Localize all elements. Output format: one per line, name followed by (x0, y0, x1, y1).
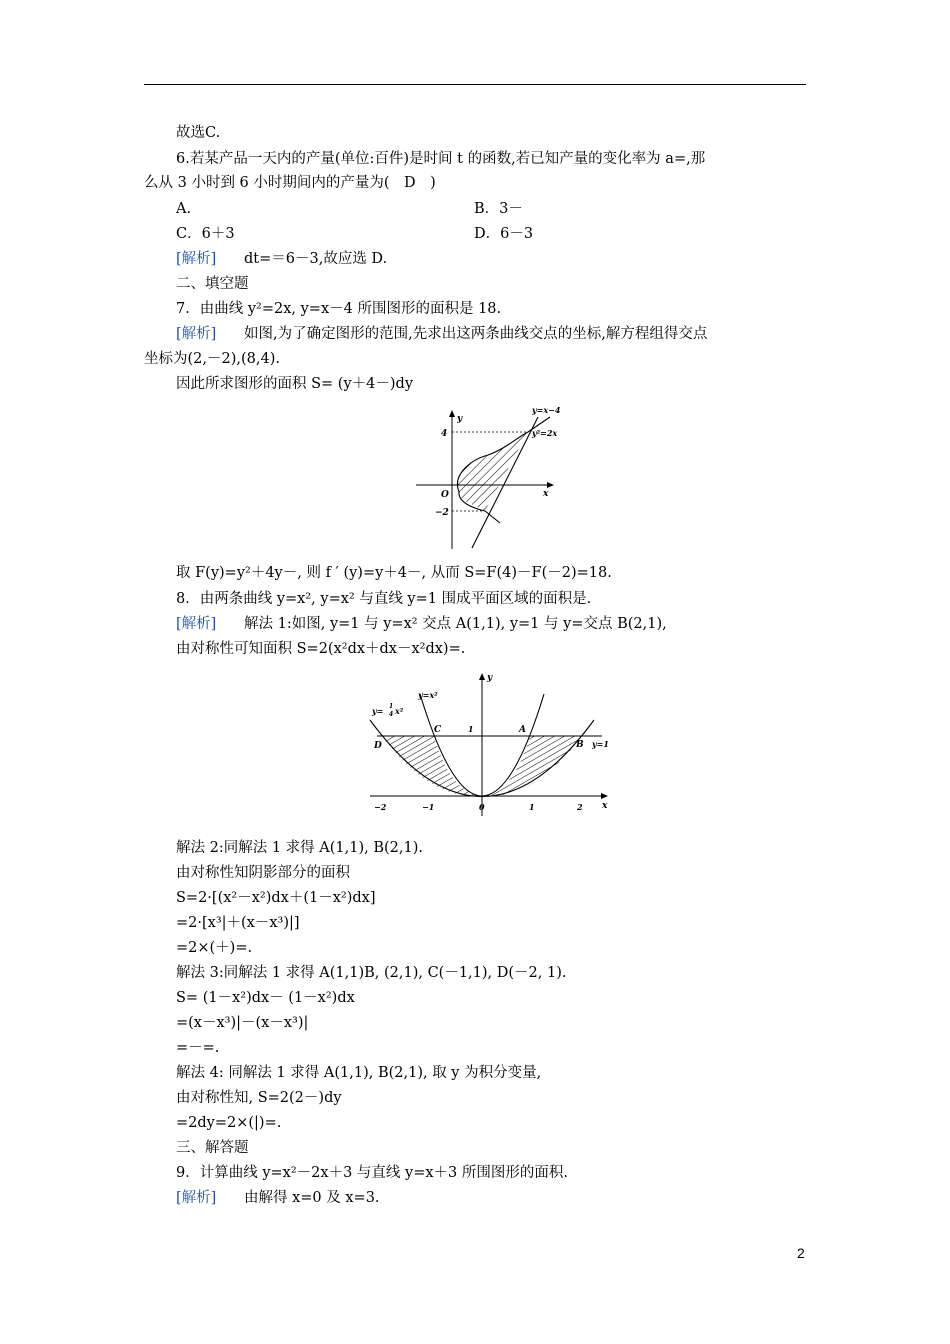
analysis-text: 坐标为(2,－2),(8,4). (144, 351, 280, 367)
analysis-text: 由对称性知阴影部分的面积 (176, 865, 350, 881)
parabola-label: y²=2x (532, 428, 558, 438)
question-9: 9．计算曲线 y=x²－2x＋3 与直线 y=x＋3 所围图形的面积. (176, 1165, 568, 1181)
analysis-tag: [解析] (176, 1190, 217, 1206)
tick-label: 1 (529, 802, 535, 812)
analysis-text: 解法 1:如图, y=1 与 y=x² 交点 A(1,1), y=1 与 y=交点 B(2,1), (244, 616, 667, 632)
question-8: 8．由两条曲线 y=x², y=x² 与直线 y=1 围成平面区域的面积是. (176, 591, 592, 607)
formula-line: S= (1－x²)dx－ (1－x²)dx (176, 990, 355, 1006)
parabola-label: y= (372, 706, 384, 716)
analysis-text: 解法 4: 同解法 1 求得 A(1,1), B(2,1), 取 y 为积分变量, (176, 1065, 542, 1081)
tick-label: −2 (374, 802, 387, 812)
formula-line: S=2·[(x²－x²)dx＋(1－x²)dx] (176, 890, 376, 906)
formula-line: =(x－x³)|－(x－x³)| (176, 1015, 309, 1031)
point-a-label: A (519, 725, 526, 735)
analysis-text: 取 F(y)=y²＋4y－, 则 f ′ (y)=y＋4－, 从而 S=F(4)－F(－2)=18. (176, 565, 612, 581)
x-axis-label: x (602, 801, 608, 811)
point-c-label: C (434, 725, 442, 735)
analysis-text: dt=＝6－3,故应选 D. (244, 251, 388, 267)
analysis-text: 解法 3:同解法 1 求得 A(1,1)B, (2,1), C(－1,1), D(－2, 1). (176, 965, 567, 981)
line-label: y=x−4 (532, 405, 561, 415)
formula-line: =－=. (176, 1040, 220, 1056)
fraction-denominator: 4 (389, 711, 394, 718)
formula-line: =2×(＋)=. (176, 940, 253, 956)
analysis-text: 解法 2:同解法 1 求得 A(1,1), B(2,1). (176, 840, 423, 856)
analysis-tag: [解析] (176, 326, 217, 342)
x-axis-label: x (543, 489, 549, 499)
fraction-numerator: 1 (389, 703, 394, 710)
option-a: A. (176, 201, 192, 217)
tick-label: 2 (577, 802, 583, 812)
tick-label: 0 (479, 802, 485, 812)
analysis-text: 由对称性知, S=2(2－)dy (176, 1090, 342, 1106)
formula-line: =2·[x³|＋(x－x³)|] (176, 915, 300, 931)
option-b: B．3－ (474, 201, 523, 217)
page-number: 2 (797, 1245, 805, 1261)
point-b-label: B (576, 740, 584, 750)
section-heading: 二、填空题 (176, 276, 249, 292)
tick-label: −1 (422, 802, 435, 812)
analysis-text: 由对称性可知面积 S=2(x²dx＋dx－x²dx)=. (176, 641, 466, 657)
line-label: y=1 (592, 739, 609, 749)
section-heading: 三、解答题 (176, 1140, 249, 1156)
option-c: C．6＋3 (176, 226, 235, 242)
header-rule (144, 84, 806, 85)
point-d-label: D (374, 741, 382, 751)
analysis-text: 由解得 x=0 及 x=3. (244, 1190, 380, 1206)
question-6-line-2: 么从 3 小时到 6 小时期间内的产量为( D ) (144, 175, 436, 191)
text-line: 故选C. (176, 125, 221, 141)
y-axis-label: y (487, 673, 493, 683)
parabola-label: x² (395, 706, 404, 716)
figure-1 (410, 405, 570, 555)
option-d: D．6－3 (474, 226, 534, 242)
analysis-tag: [解析] (176, 616, 217, 632)
question-7: 7．由曲线 y²=2x, y=x－4 所围图形的面积是 18. (176, 301, 502, 317)
figure-2 (362, 668, 618, 820)
tick-4: 4 (441, 429, 448, 439)
analysis-text: 如图,为了确定图形的范围,先求出这两条曲线交点的坐标,解方程组得交点 (244, 326, 708, 342)
analysis-text: 因此所求图形的面积 S= (y＋4－)dy (176, 376, 414, 392)
parabola-label: y=x² (418, 690, 438, 700)
formula-line: =2dy=2×(|)=. (176, 1115, 282, 1131)
tick-minus-2: −2 (435, 508, 449, 518)
tick-1-y: 1 (468, 724, 474, 734)
y-axis-label: y (457, 414, 463, 424)
origin-label: O (441, 490, 449, 500)
question-6-line-1: 6.若某产品一天内的产量(单位:百件)是时间 t 的函数,若已知产量的变化率为 a=,那 (176, 151, 706, 167)
analysis-tag: [解析] (176, 251, 217, 267)
